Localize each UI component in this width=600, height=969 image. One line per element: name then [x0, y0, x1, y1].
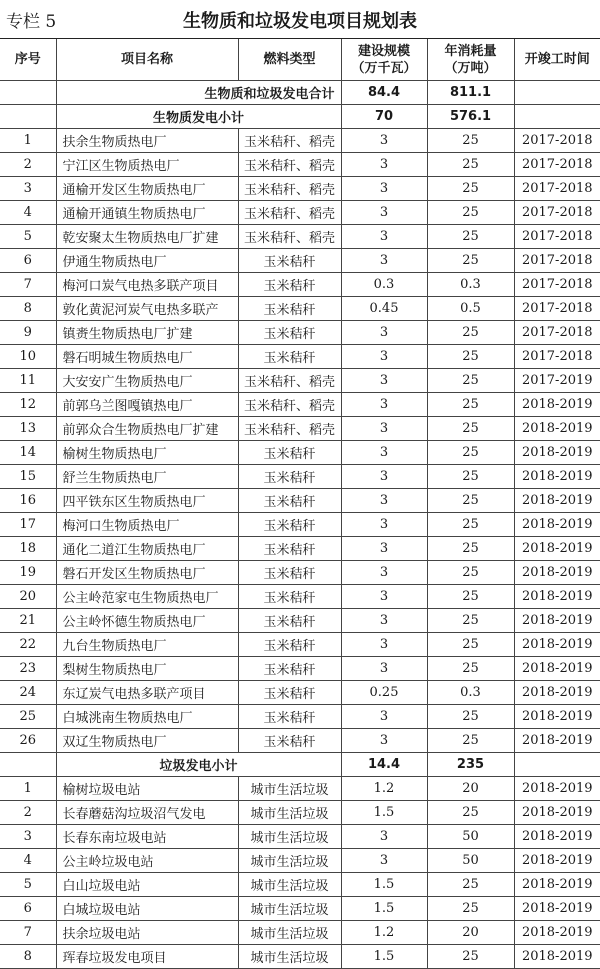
- row-name: 榆树生物质热电厂: [56, 441, 238, 465]
- total-name: 生物质和垃圾发电合计: [56, 81, 341, 105]
- row-fuel: 城市生活垃圾: [238, 801, 341, 825]
- table-row: [0, 729, 600, 753]
- row-scale: 3: [341, 849, 427, 873]
- row-name: 扶余生物质热电厂: [56, 129, 238, 153]
- row-scale: 3: [341, 729, 427, 753]
- row-consume: 25: [427, 177, 514, 201]
- row-scale: 3: [341, 417, 427, 441]
- row-name: 珲春垃圾发电项目: [56, 945, 238, 969]
- row-scale: 0.25: [341, 681, 427, 705]
- row-consume: 25: [427, 489, 514, 513]
- row-no: 26: [0, 729, 56, 753]
- column-label: 专栏 5: [6, 12, 57, 32]
- subtotal-scale: 14.4: [341, 753, 427, 777]
- row-no: 12: [0, 393, 56, 417]
- row-consume: 25: [427, 465, 514, 489]
- row-scale: 3: [341, 393, 427, 417]
- row-period: 2018-2019: [514, 441, 600, 465]
- row-fuel: 城市生活垃圾: [238, 825, 341, 849]
- col-consume: [427, 39, 514, 81]
- row-period: 2018-2019: [514, 489, 600, 513]
- row-no: 1: [0, 129, 56, 153]
- row-consume: 25: [427, 153, 514, 177]
- row-no: 1: [0, 777, 56, 801]
- row-name: 长春东南垃圾电站: [56, 825, 238, 849]
- row-fuel: 玉米秸秆: [238, 561, 341, 585]
- row-consume: 25: [427, 345, 514, 369]
- row-consume: 25: [427, 537, 514, 561]
- row-no: 9: [0, 321, 56, 345]
- row-fuel: 玉米秸秆: [238, 681, 341, 705]
- row-no: 5: [0, 873, 56, 897]
- col-consume-line1: 年消耗量: [444, 43, 497, 59]
- row-consume: 0.3: [427, 273, 514, 297]
- row-name: 双辽生物质热电厂: [56, 729, 238, 753]
- row-name: 通化二道江生物质热电厂: [56, 537, 238, 561]
- row-scale: 3: [341, 177, 427, 201]
- row-period: 2017-2018: [514, 129, 600, 153]
- table-row: [0, 321, 600, 345]
- total-period: [514, 81, 600, 105]
- row-period: 2018-2019: [514, 561, 600, 585]
- row-fuel: 玉米秸秆: [238, 489, 341, 513]
- row-fuel: 城市生活垃圾: [238, 921, 341, 945]
- row-name: 通榆开发区生物质热电厂: [56, 177, 238, 201]
- row-fuel: 城市生活垃圾: [238, 777, 341, 801]
- table-row: [0, 129, 600, 153]
- row-consume: 25: [427, 321, 514, 345]
- total-no: [0, 81, 56, 105]
- row-scale: 1.5: [341, 873, 427, 897]
- row-period: 2017-2018: [514, 345, 600, 369]
- row-period: 2018-2019: [514, 465, 600, 489]
- subtotal-name: 生物质发电小计: [56, 105, 341, 129]
- row-name: 四平铁东区生物质热电厂: [56, 489, 238, 513]
- row-no: 8: [0, 945, 56, 969]
- col-no: 序号: [0, 39, 56, 81]
- row-period: 2018-2019: [514, 921, 600, 945]
- row-consume: 25: [427, 201, 514, 225]
- subtotal-row: [0, 753, 600, 777]
- total-scale: 84.4: [341, 81, 427, 105]
- row-fuel: 玉米秸秆、稻壳: [238, 201, 341, 225]
- row-fuel: 玉米秸秆、稻壳: [238, 129, 341, 153]
- row-fuel: 玉米秸秆: [238, 657, 341, 681]
- row-no: 10: [0, 345, 56, 369]
- row-period: 2018-2019: [514, 537, 600, 561]
- row-name: 白城洮南生物质热电厂: [56, 705, 238, 729]
- row-period: 2018-2019: [514, 897, 600, 921]
- row-scale: 3: [341, 513, 427, 537]
- row-period: 2018-2019: [514, 393, 600, 417]
- row-period: 2018-2019: [514, 633, 600, 657]
- row-name: 前郭乌兰图嘎镇热电厂: [56, 393, 238, 417]
- row-scale: 3: [341, 633, 427, 657]
- subtotal-name: 垃圾发电小计: [56, 753, 341, 777]
- row-scale: 3: [341, 441, 427, 465]
- row-name: 公主岭怀德生物质热电厂: [56, 609, 238, 633]
- row-scale: 3: [341, 225, 427, 249]
- row-scale: 1.2: [341, 921, 427, 945]
- row-period: 2018-2019: [514, 681, 600, 705]
- row-consume: 50: [427, 849, 514, 873]
- row-no: 15: [0, 465, 56, 489]
- row-period: 2018-2019: [514, 945, 600, 969]
- row-no: 25: [0, 705, 56, 729]
- col-scale-line1: 建设规模: [357, 43, 410, 59]
- row-period: 2018-2019: [514, 873, 600, 897]
- row-no: 13: [0, 417, 56, 441]
- total-consume: 811.1: [427, 81, 514, 105]
- table-row: [0, 801, 600, 825]
- row-period: 2018-2019: [514, 657, 600, 681]
- row-fuel: 城市生活垃圾: [238, 849, 341, 873]
- col-name: 项目名称: [56, 39, 238, 81]
- row-name: 磐石明城生物质热电厂: [56, 345, 238, 369]
- row-consume: 50: [427, 825, 514, 849]
- row-name: 舒兰生物质热电厂: [56, 465, 238, 489]
- col-fuel: 燃料类型: [238, 39, 341, 81]
- row-fuel: 玉米秸秆、稻壳: [238, 393, 341, 417]
- row-consume: 25: [427, 393, 514, 417]
- table-row: [0, 681, 600, 705]
- table-header-bar: [0, 0, 600, 39]
- row-no: 2: [0, 801, 56, 825]
- row-consume: 25: [427, 897, 514, 921]
- row-period: 2017-2018: [514, 201, 600, 225]
- row-consume: 25: [427, 705, 514, 729]
- row-fuel: 玉米秸秆: [238, 513, 341, 537]
- table-row: [0, 273, 600, 297]
- row-name: 公主岭范家屯生物质热电厂: [56, 585, 238, 609]
- row-no: 24: [0, 681, 56, 705]
- row-consume: 20: [427, 777, 514, 801]
- row-name: 梨树生物质热电厂: [56, 657, 238, 681]
- row-scale: 3: [341, 561, 427, 585]
- row-name: 白城垃圾电站: [56, 897, 238, 921]
- row-no: 6: [0, 897, 56, 921]
- row-fuel: 玉米秸秆: [238, 465, 341, 489]
- row-no: 4: [0, 849, 56, 873]
- row-name: 镇赉生物质热电厂扩建: [56, 321, 238, 345]
- row-name: 大安安广生物质热电厂: [56, 369, 238, 393]
- row-scale: 3: [341, 609, 427, 633]
- row-fuel: 城市生活垃圾: [238, 945, 341, 969]
- row-fuel: 玉米秸秆: [238, 705, 341, 729]
- row-period: 2017-2018: [514, 321, 600, 345]
- row-consume: 0.3: [427, 681, 514, 705]
- row-scale: 0.45: [341, 297, 427, 321]
- table-row: [0, 777, 600, 801]
- subtotal-no: [0, 753, 56, 777]
- col-scale-line2: （万千瓦）: [351, 60, 417, 76]
- row-name: 公主岭垃圾电站: [56, 849, 238, 873]
- row-consume: 25: [427, 369, 514, 393]
- table-row: [0, 921, 600, 945]
- row-name: 前郭众合生物质热电厂扩建: [56, 417, 238, 441]
- row-period: 2017-2018: [514, 249, 600, 273]
- row-name: 梅河口炭气电热多联产项目: [56, 273, 238, 297]
- row-scale: 3: [341, 153, 427, 177]
- row-period: 2017-2018: [514, 225, 600, 249]
- row-consume: 25: [427, 633, 514, 657]
- row-scale: 3: [341, 369, 427, 393]
- row-consume: 25: [427, 729, 514, 753]
- row-scale: 3: [341, 129, 427, 153]
- subtotal-scale: 70: [341, 105, 427, 129]
- table-body: [0, 81, 600, 969]
- row-consume: 25: [427, 585, 514, 609]
- row-consume: 25: [427, 609, 514, 633]
- row-no: 23: [0, 657, 56, 681]
- row-no: 7: [0, 273, 56, 297]
- row-no: 16: [0, 489, 56, 513]
- row-scale: 1.2: [341, 777, 427, 801]
- row-fuel: 玉米秸秆: [238, 297, 341, 321]
- row-scale: 1.5: [341, 801, 427, 825]
- row-scale: 3: [341, 825, 427, 849]
- subtotal-row: [0, 105, 600, 129]
- row-scale: 3: [341, 201, 427, 225]
- row-period: 2018-2019: [514, 705, 600, 729]
- table-row: [0, 585, 600, 609]
- row-scale: 3: [341, 321, 427, 345]
- row-no: 19: [0, 561, 56, 585]
- row-no: 18: [0, 537, 56, 561]
- table-row: [0, 225, 600, 249]
- row-scale: 3: [341, 705, 427, 729]
- table-row: [0, 249, 600, 273]
- table-row: [0, 489, 600, 513]
- row-name: 乾安聚太生物质热电厂扩建: [56, 225, 238, 249]
- table-row: [0, 633, 600, 657]
- row-fuel: 玉米秸秆、稻壳: [238, 369, 341, 393]
- row-fuel: 玉米秸秆、稻壳: [238, 153, 341, 177]
- table-row: [0, 417, 600, 441]
- row-scale: 3: [341, 585, 427, 609]
- row-name: 伊通生物质热电厂: [56, 249, 238, 273]
- total-row: [0, 81, 600, 105]
- row-name: 通榆开通镇生物质热电厂: [56, 201, 238, 225]
- row-fuel: 玉米秸秆: [238, 345, 341, 369]
- row-fuel: 玉米秸秆、稻壳: [238, 417, 341, 441]
- table-row: [0, 153, 600, 177]
- table-row: [0, 369, 600, 393]
- row-fuel: 玉米秸秆、稻壳: [238, 225, 341, 249]
- row-no: 20: [0, 585, 56, 609]
- row-consume: 25: [427, 129, 514, 153]
- table-row: [0, 849, 600, 873]
- row-consume: 25: [427, 657, 514, 681]
- row-fuel: 城市生活垃圾: [238, 873, 341, 897]
- row-period: 2017-2018: [514, 297, 600, 321]
- row-scale: 3: [341, 657, 427, 681]
- table-row: [0, 441, 600, 465]
- row-no: 5: [0, 225, 56, 249]
- row-name: 梅河口生物质热电厂: [56, 513, 238, 537]
- table-row: [0, 393, 600, 417]
- row-no: 7: [0, 921, 56, 945]
- row-name: 东辽炭气电热多联产项目: [56, 681, 238, 705]
- row-consume: 25: [427, 225, 514, 249]
- row-consume: 25: [427, 801, 514, 825]
- row-scale: 3: [341, 465, 427, 489]
- row-period: 2017-2018: [514, 153, 600, 177]
- row-consume: 20: [427, 921, 514, 945]
- table-row: [0, 897, 600, 921]
- row-consume: 25: [427, 441, 514, 465]
- row-no: 3: [0, 177, 56, 201]
- table-row: [0, 345, 600, 369]
- table-title: 生物质和垃圾发电项目规划表: [183, 11, 417, 32]
- row-period: 2018-2019: [514, 585, 600, 609]
- table-row: [0, 825, 600, 849]
- table-row: [0, 513, 600, 537]
- row-period: 2017-2019: [514, 369, 600, 393]
- subtotal-consume: 235: [427, 753, 514, 777]
- row-scale: 3: [341, 489, 427, 513]
- row-period: 2018-2019: [514, 777, 600, 801]
- row-name: 磐石开发区生物质热电厂: [56, 561, 238, 585]
- table-row: [0, 177, 600, 201]
- row-name: 宁江区生物质热电厂: [56, 153, 238, 177]
- table-row: [0, 537, 600, 561]
- row-fuel: 玉米秸秆: [238, 609, 341, 633]
- row-no: 22: [0, 633, 56, 657]
- row-fuel: 玉米秸秆: [238, 585, 341, 609]
- row-fuel: 玉米秸秆: [238, 441, 341, 465]
- row-no: 14: [0, 441, 56, 465]
- row-name: 敦化黄泥河炭气电热多联产: [56, 297, 238, 321]
- row-scale: 3: [341, 537, 427, 561]
- col-consume-line2: （万吨）: [444, 60, 497, 76]
- row-period: 2018-2019: [514, 801, 600, 825]
- row-scale: 1.5: [341, 945, 427, 969]
- column-header-row: [0, 39, 600, 81]
- row-scale: 3: [341, 249, 427, 273]
- table-row: [0, 873, 600, 897]
- row-period: 2018-2019: [514, 513, 600, 537]
- row-consume: 0.5: [427, 297, 514, 321]
- row-fuel: 玉米秸秆: [238, 537, 341, 561]
- row-no: 11: [0, 369, 56, 393]
- row-fuel: 城市生活垃圾: [238, 897, 341, 921]
- project-table: [0, 39, 600, 969]
- row-scale: 1.5: [341, 897, 427, 921]
- row-consume: 25: [427, 249, 514, 273]
- table-row: [0, 657, 600, 681]
- row-no: 21: [0, 609, 56, 633]
- row-no: 6: [0, 249, 56, 273]
- col-period: 开竣工时间: [514, 39, 600, 81]
- table-row: [0, 297, 600, 321]
- row-period: 2017-2018: [514, 177, 600, 201]
- subtotal-consume: 576.1: [427, 105, 514, 129]
- table-row: [0, 609, 600, 633]
- row-scale: 0.3: [341, 273, 427, 297]
- subtotal-no: [0, 105, 56, 129]
- row-period: 2018-2019: [514, 729, 600, 753]
- row-period: 2018-2019: [514, 609, 600, 633]
- row-no: 17: [0, 513, 56, 537]
- row-period: 2017-2018: [514, 273, 600, 297]
- table-row: [0, 201, 600, 225]
- row-fuel: 玉米秸秆、稻壳: [238, 177, 341, 201]
- row-consume: 25: [427, 873, 514, 897]
- row-no: 2: [0, 153, 56, 177]
- row-fuel: 玉米秸秆: [238, 633, 341, 657]
- row-fuel: 玉米秸秆: [238, 729, 341, 753]
- subtotal-period: [514, 105, 600, 129]
- col-scale: [341, 39, 427, 81]
- row-period: 2018-2019: [514, 417, 600, 441]
- row-consume: 25: [427, 945, 514, 969]
- row-period: 2018-2019: [514, 849, 600, 873]
- row-name: 白山垃圾电站: [56, 873, 238, 897]
- row-name: 九台生物质热电厂: [56, 633, 238, 657]
- row-consume: 25: [427, 417, 514, 441]
- row-scale: 3: [341, 345, 427, 369]
- row-fuel: 玉米秸秆: [238, 249, 341, 273]
- row-period: 2018-2019: [514, 825, 600, 849]
- row-name: 长春蘑菇沟垃圾沼气发电: [56, 801, 238, 825]
- table-row: [0, 561, 600, 585]
- row-no: 8: [0, 297, 56, 321]
- subtotal-period: [514, 753, 600, 777]
- row-fuel: 玉米秸秆: [238, 273, 341, 297]
- row-name: 扶余垃圾电站: [56, 921, 238, 945]
- row-consume: 25: [427, 513, 514, 537]
- row-consume: 25: [427, 561, 514, 585]
- table-row: [0, 465, 600, 489]
- row-no: 3: [0, 825, 56, 849]
- row-no: 4: [0, 201, 56, 225]
- row-name: 榆树垃圾电站: [56, 777, 238, 801]
- table-row: [0, 705, 600, 729]
- table-row: [0, 945, 600, 969]
- row-fuel: 玉米秸秆: [238, 321, 341, 345]
